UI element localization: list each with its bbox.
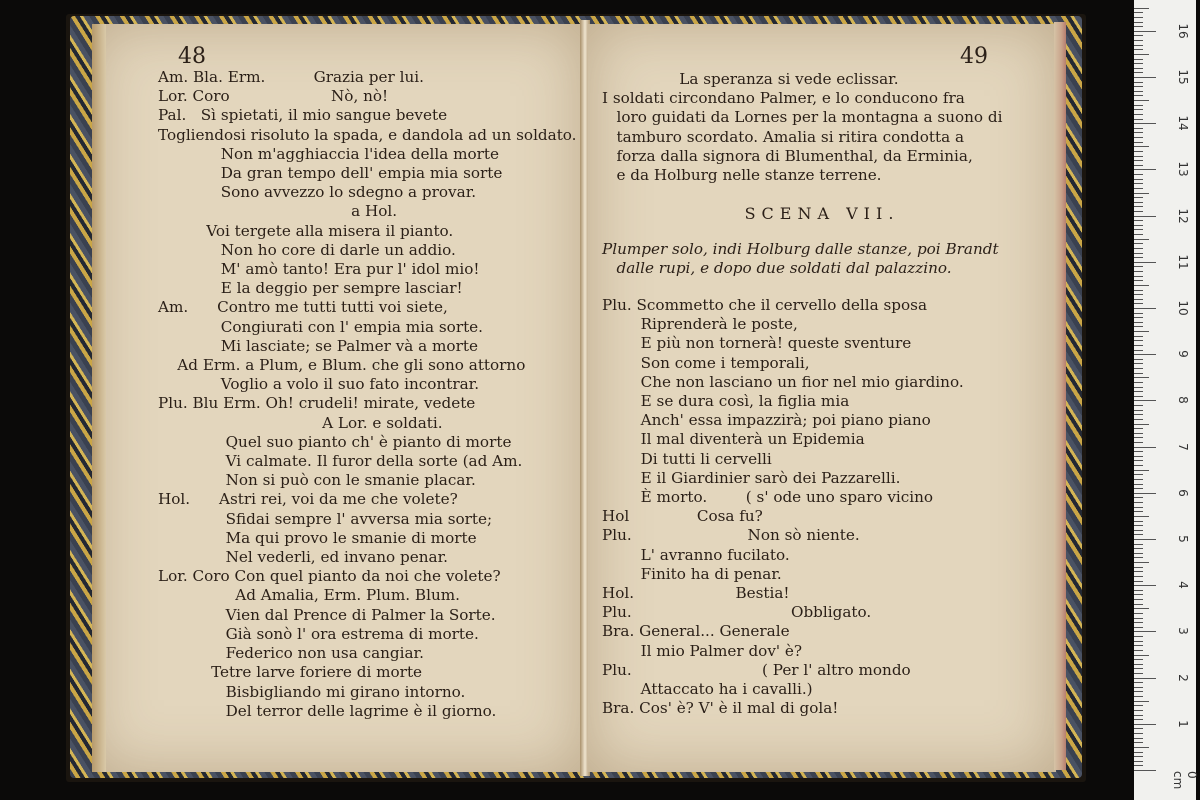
right-page-text-top [602, 70, 1002, 185]
ruler-tick [1134, 673, 1143, 674]
ruler-tick [1134, 63, 1143, 64]
text-line: Voglio a volo il suo fato incontrar. [158, 375, 480, 394]
ruler-tick [1134, 562, 1149, 563]
ruler-tick [1134, 243, 1143, 244]
ruler-tick [1134, 142, 1143, 143]
ruler-tick [1134, 77, 1156, 78]
ruler-tick [1134, 410, 1143, 411]
ruler-tick [1134, 655, 1149, 656]
text-line: Tetre larve foriere di morte [158, 663, 423, 682]
ruler-tick [1134, 553, 1143, 554]
text-line: Vien dal Prence di Palmer la Sorte. [158, 605, 496, 624]
ruler-tick [1134, 354, 1156, 355]
ruler-tick [1134, 738, 1143, 739]
ruler-tick [1134, 109, 1143, 110]
ruler-tick [1134, 22, 1143, 23]
text-line: Plu. ( Per l' altro mondo [602, 660, 911, 679]
ruler-tick [1134, 253, 1143, 254]
ruler-tick [1134, 225, 1143, 226]
ruler-tick [1134, 193, 1149, 194]
ruler-tick [1134, 128, 1143, 129]
ruler-tick [1134, 701, 1149, 702]
text-line: Ad Erm. a Plum, e Blum. che gli sono attorno [158, 356, 526, 375]
ruler-unit-label: 0 cm [1171, 771, 1199, 790]
ruler-tick [1134, 470, 1149, 471]
ruler-tick [1134, 571, 1143, 572]
text-line: Hol. Bestia! [602, 584, 790, 603]
ruler-tick [1134, 525, 1143, 526]
ruler-tick [1134, 276, 1143, 277]
ruler-tick [1134, 257, 1143, 258]
text-line: Pal. Sì spietati, il mio sangue bevete [158, 106, 448, 125]
ruler-tick [1134, 493, 1156, 494]
right-page-number: 49 [960, 44, 988, 69]
ruler-tick [1134, 405, 1143, 406]
text-line: Son come i temporali, [602, 353, 810, 372]
ruler-tick [1134, 396, 1143, 397]
ruler-tick [1134, 650, 1143, 651]
ruler-tick [1134, 322, 1143, 323]
left-page [92, 24, 582, 772]
ruler-tick [1134, 59, 1143, 60]
ruler-tick [1134, 105, 1143, 106]
ruler-tick [1134, 377, 1149, 378]
text-line: Di tutti li cervelli [602, 449, 772, 468]
ruler-number: 5 [1176, 535, 1190, 543]
ruler-tick [1134, 659, 1143, 660]
text-line: Sono avvezzo lo sdegno a provar. [158, 183, 477, 202]
ruler-tick [1134, 567, 1143, 568]
ruler-tick [1134, 197, 1143, 198]
ruler-tick [1134, 594, 1143, 595]
ruler-tick [1134, 146, 1149, 147]
ruler-tick [1134, 160, 1143, 161]
ruler-tick [1134, 308, 1156, 309]
text-line: Non m'agghiaccia l'idea della morte [158, 144, 500, 163]
ruler-tick [1134, 618, 1143, 619]
ruler-number: 9 [1176, 350, 1190, 358]
ruler-tick [1134, 502, 1143, 503]
ruler-tick [1134, 548, 1143, 549]
scene-title: SCENA VII. [744, 204, 900, 223]
ruler-tick [1134, 114, 1143, 115]
ruler-tick [1134, 326, 1143, 327]
ruler-tick [1134, 687, 1143, 688]
ruler-tick [1134, 82, 1143, 83]
ruler-tick [1134, 636, 1143, 637]
ruler-tick [1134, 474, 1143, 475]
ruler-tick [1134, 419, 1143, 420]
ruler-tick [1134, 539, 1156, 540]
ruler-tick [1134, 710, 1143, 711]
ruler-tick [1134, 719, 1143, 720]
ruler-tick [1134, 363, 1143, 364]
ruler-tick [1134, 234, 1143, 235]
ruler-tick [1134, 428, 1143, 429]
ruler-tick [1134, 31, 1156, 32]
ruler-tick [1134, 691, 1143, 692]
text-line: Non si può con le smanie placar. [158, 471, 476, 490]
ruler-tick [1134, 303, 1143, 304]
text-line: L' avranno fucilato. [602, 545, 790, 564]
text-line: È morto. ( s' ode uno sparo vicino [602, 488, 934, 507]
ruler-tick [1134, 728, 1143, 729]
ruler-tick [1134, 770, 1156, 771]
text-line: Che non lasciano un fior nel mio giardino. [602, 372, 964, 391]
ruler-number: 4 [1176, 581, 1190, 589]
text-line: Del terror delle lagrime è il giorno. [158, 701, 497, 720]
ruler-tick [1134, 49, 1143, 50]
ruler-tick [1134, 137, 1143, 138]
text-line: Sfidai sempre l' avversa mia sorte; [158, 509, 493, 528]
text-line: Attaccato ha i cavalli.) [602, 680, 813, 699]
text-line: Lor. Coro Con quel pianto da noi che volete? [158, 567, 501, 586]
ruler-tick [1134, 299, 1143, 300]
ruler-tick [1134, 202, 1143, 203]
ruler-tick [1134, 613, 1143, 614]
ruler-number: 7 [1176, 442, 1190, 451]
ruler-tick [1134, 424, 1149, 425]
ruler-tick [1134, 534, 1143, 535]
ruler-tick [1134, 151, 1143, 152]
text-line: Lor. Coro Nò, nò! [158, 87, 389, 106]
ruler-tick [1134, 581, 1143, 582]
text-line: Plumper solo, indi Holburg dalle stanze, poi Brandt [602, 240, 999, 258]
ruler-tick [1134, 266, 1143, 267]
ruler-tick [1134, 705, 1143, 706]
ruler-tick [1134, 590, 1143, 591]
ruler-tick [1134, 174, 1143, 175]
text-line: Quel suo pianto ch' è pianto di morte [158, 432, 512, 451]
ruler-tick [1134, 557, 1143, 558]
ruler-tick [1134, 696, 1143, 697]
ruler-tick [1134, 761, 1143, 762]
ruler-tick [1134, 40, 1143, 41]
ruler-tick [1134, 206, 1143, 207]
ruler-tick [1134, 119, 1143, 120]
ruler-number: 11 [1176, 254, 1190, 270]
ruler-tick [1134, 229, 1143, 230]
ruler-tick [1134, 340, 1143, 341]
text-line: Già sonò l' ora estrema di morte. [158, 624, 479, 643]
ruler-number: 6 [1176, 488, 1190, 497]
ruler-tick [1134, 414, 1143, 415]
text-line: tamburo scordato. Amalia si ritira condotta a [602, 127, 965, 146]
text-line: Voi tergete alla misera il pianto. [158, 221, 454, 240]
text-line: Am. Contro me tutti tutti voi siete, [158, 298, 448, 317]
ruler-tick [1134, 437, 1143, 438]
text-line: Federico non usa cangiar. [158, 644, 424, 663]
left-page-text [158, 68, 577, 721]
text-line: Il mal diventerà un Epidemia [602, 430, 865, 449]
ruler-tick [1134, 752, 1143, 753]
ruler-tick [1134, 271, 1143, 272]
ruler-tick [1134, 456, 1143, 457]
ruler-tick [1134, 156, 1143, 157]
ruler-tick [1134, 391, 1143, 392]
ruler-tick [1134, 733, 1143, 734]
ruler-tick [1134, 516, 1149, 517]
text-line: Il mio Palmer dov' è? [602, 641, 803, 660]
ruler-tick [1134, 45, 1143, 46]
ruler-number: 2 [1176, 673, 1190, 682]
ruler-tick [1134, 521, 1143, 522]
ruler-tick [1134, 183, 1143, 184]
ruler-number: 8 [1176, 396, 1190, 405]
ruler-tick [1134, 123, 1156, 124]
ruler-tick [1134, 165, 1143, 166]
text-line: Plu. Blu Erm. Oh! crudeli! mirate, vedete [158, 394, 476, 413]
ruler-tick [1134, 715, 1143, 716]
ruler-tick [1134, 345, 1143, 346]
ruler-number: 10 [1176, 300, 1190, 316]
ruler-tick [1134, 331, 1149, 332]
ruler-tick [1134, 169, 1156, 170]
right-page [588, 24, 1056, 772]
ruler-tick [1134, 313, 1143, 314]
ruler-tick [1134, 433, 1143, 434]
ruler-number: 15 [1176, 69, 1190, 85]
ruler-tick [1134, 544, 1143, 545]
text-line: M' amò tanto! Era pur l' idol mio! [158, 260, 480, 279]
text-line: E la deggio per sempre lasciar! [158, 279, 463, 298]
ruler-tick [1134, 765, 1143, 766]
text-line: loro guidati da Lornes per la montagna a suono di [602, 108, 1003, 127]
ruler-tick [1134, 627, 1143, 628]
ruler-number: 16 [1176, 23, 1190, 39]
ruler-tick [1134, 400, 1156, 401]
ruler-tick [1134, 645, 1143, 646]
ruler-tick [1134, 350, 1143, 351]
ruler-tick [1134, 188, 1143, 189]
text-line: Togliendosi risoluto la spada, e dandola ad un soldato. [158, 125, 577, 144]
ruler-tick [1134, 742, 1143, 743]
text-line: Finito ha di penar. [602, 564, 782, 583]
ruler-tick [1134, 280, 1143, 281]
text-line: Hol. Astri rei, voi da me che volete? [158, 490, 458, 509]
ruler-tick [1134, 211, 1143, 212]
text-line: forza dalla signora di Blumenthal, da Erminia, [602, 146, 973, 165]
text-line: Plu. Non sò niente. [602, 526, 860, 545]
ruler-tick [1134, 290, 1143, 291]
ruler-tick [1134, 17, 1143, 18]
text-line: Ad Amalia, Erm. Plum. Blum. [158, 586, 460, 605]
text-line: Riprenderà le poste, [602, 315, 798, 334]
ruler-tick [1134, 488, 1143, 489]
ruler-tick [1134, 631, 1156, 632]
ruler-tick [1134, 179, 1143, 180]
ruler-tick [1134, 382, 1143, 383]
ruler-tick [1134, 678, 1156, 679]
ruler-tick [1134, 497, 1143, 498]
text-line: Ma qui provo le smanie di morte [158, 528, 477, 547]
ruler-tick [1134, 447, 1156, 448]
ruler-number: 12 [1176, 207, 1190, 224]
ruler-tick [1134, 8, 1149, 9]
text-line: E se dura così, la figlia mia [602, 392, 850, 411]
ruler-tick [1134, 747, 1149, 748]
ruler-tick [1134, 756, 1143, 757]
text-line: E più non tornerà! queste sventure [602, 334, 912, 353]
ruler-tick [1134, 248, 1143, 249]
text-line: a Hol. [158, 202, 398, 221]
ruler-tick [1134, 668, 1143, 669]
text-line: Da gran tempo dell' empia mia sorte [158, 164, 503, 183]
ruler-tick [1134, 100, 1149, 101]
ruler-tick [1134, 86, 1143, 87]
ruler-number: 13 [1176, 161, 1190, 178]
ruler-tick [1134, 35, 1143, 36]
ruler-tick [1134, 451, 1143, 452]
ruler-tick [1134, 664, 1143, 665]
ruler-tick [1134, 442, 1143, 443]
ruler-tick [1134, 95, 1143, 96]
ruler-tick [1134, 68, 1143, 69]
ruler-tick [1134, 91, 1143, 92]
text-line: I soldati circondano Palmer, e lo conducono fra [602, 89, 965, 108]
text-line: Bisbigliando mi girano intorno. [158, 682, 466, 701]
text-line: Bra. Cos' è? V' è il mal di gola! [602, 699, 839, 718]
ruler-tick [1134, 465, 1143, 466]
ruler-tick [1134, 608, 1149, 609]
ruler-tick [1134, 285, 1149, 286]
page-edges [1054, 22, 1066, 770]
ruler-tick [1134, 216, 1156, 217]
text-line: dalle rupi, e dopo due soldati dal palazzino. [602, 259, 952, 278]
ruler-tick [1134, 599, 1143, 600]
ruler-tick [1134, 585, 1156, 586]
scene-direction [602, 240, 999, 278]
text-line: Vi calmate. Il furor della sorte (ad Am. [158, 452, 523, 471]
ruler-tick [1134, 479, 1143, 480]
text-line: e da Holburg nelle stanze terrene. [602, 166, 882, 185]
text-line: Mi lasciate; se Palmer và a morte [158, 336, 478, 355]
ruler-tick [1134, 132, 1143, 133]
ruler-tick [1134, 336, 1143, 337]
ruler-tick [1134, 641, 1143, 642]
right-page-text-bottom [602, 296, 964, 718]
text-line: Anch' essa impazzirà; poi piano piano [602, 411, 931, 430]
text-line: Congiurati con l' empia mia sorte. [158, 317, 483, 336]
ruler-tick [1134, 317, 1143, 318]
ruler-tick [1134, 484, 1143, 485]
text-line: Plu. Scommetto che il cervello della sposa [602, 296, 928, 314]
ruler-number: 1 [1176, 719, 1190, 728]
ruler-tick [1134, 460, 1143, 461]
ruler-tick [1134, 511, 1143, 512]
ruler-tick [1134, 26, 1143, 27]
ruler-tick [1134, 373, 1143, 374]
text-line: Am. Bla. Erm. Grazia per lui. [158, 68, 424, 86]
measuring-ruler [1134, 0, 1199, 800]
text-line: Bra. General... Generale [602, 622, 790, 641]
ruler-tick [1134, 530, 1143, 531]
text-line: Nel vederli, ed invano penar. [158, 548, 448, 567]
ruler-tick [1134, 359, 1143, 360]
ruler-tick [1134, 576, 1143, 577]
ruler-tick [1134, 262, 1156, 263]
text-line: Plu. Obbligato. [602, 603, 872, 622]
text-line: Hol Cosa fu? [602, 507, 763, 526]
ruler-tick [1134, 622, 1143, 623]
ruler-tick [1134, 368, 1143, 369]
ruler-tick [1134, 220, 1143, 221]
ruler-tick [1134, 239, 1149, 240]
ruler-tick [1134, 12, 1143, 13]
ruler-tick [1134, 604, 1143, 605]
ruler-tick [1134, 72, 1143, 73]
ruler-tick [1134, 682, 1143, 683]
text-line: La speranza si vede eclissar. [602, 70, 899, 88]
ruler-number: 14 [1176, 115, 1190, 131]
ruler-tick [1134, 54, 1149, 55]
text-line: Non ho core di darle un addio. [158, 240, 456, 259]
text-line: E il Giardinier sarò dei Pazzarelli. [602, 468, 901, 487]
text-line: A Lor. e soldati. [158, 413, 443, 432]
left-page-number: 48 [178, 44, 206, 69]
ruler-tick [1134, 294, 1143, 295]
ruler-number: 3 [1176, 627, 1190, 636]
ruler-tick [1134, 507, 1143, 508]
ruler-tick [1134, 387, 1143, 388]
ruler-tick [1134, 724, 1156, 725]
